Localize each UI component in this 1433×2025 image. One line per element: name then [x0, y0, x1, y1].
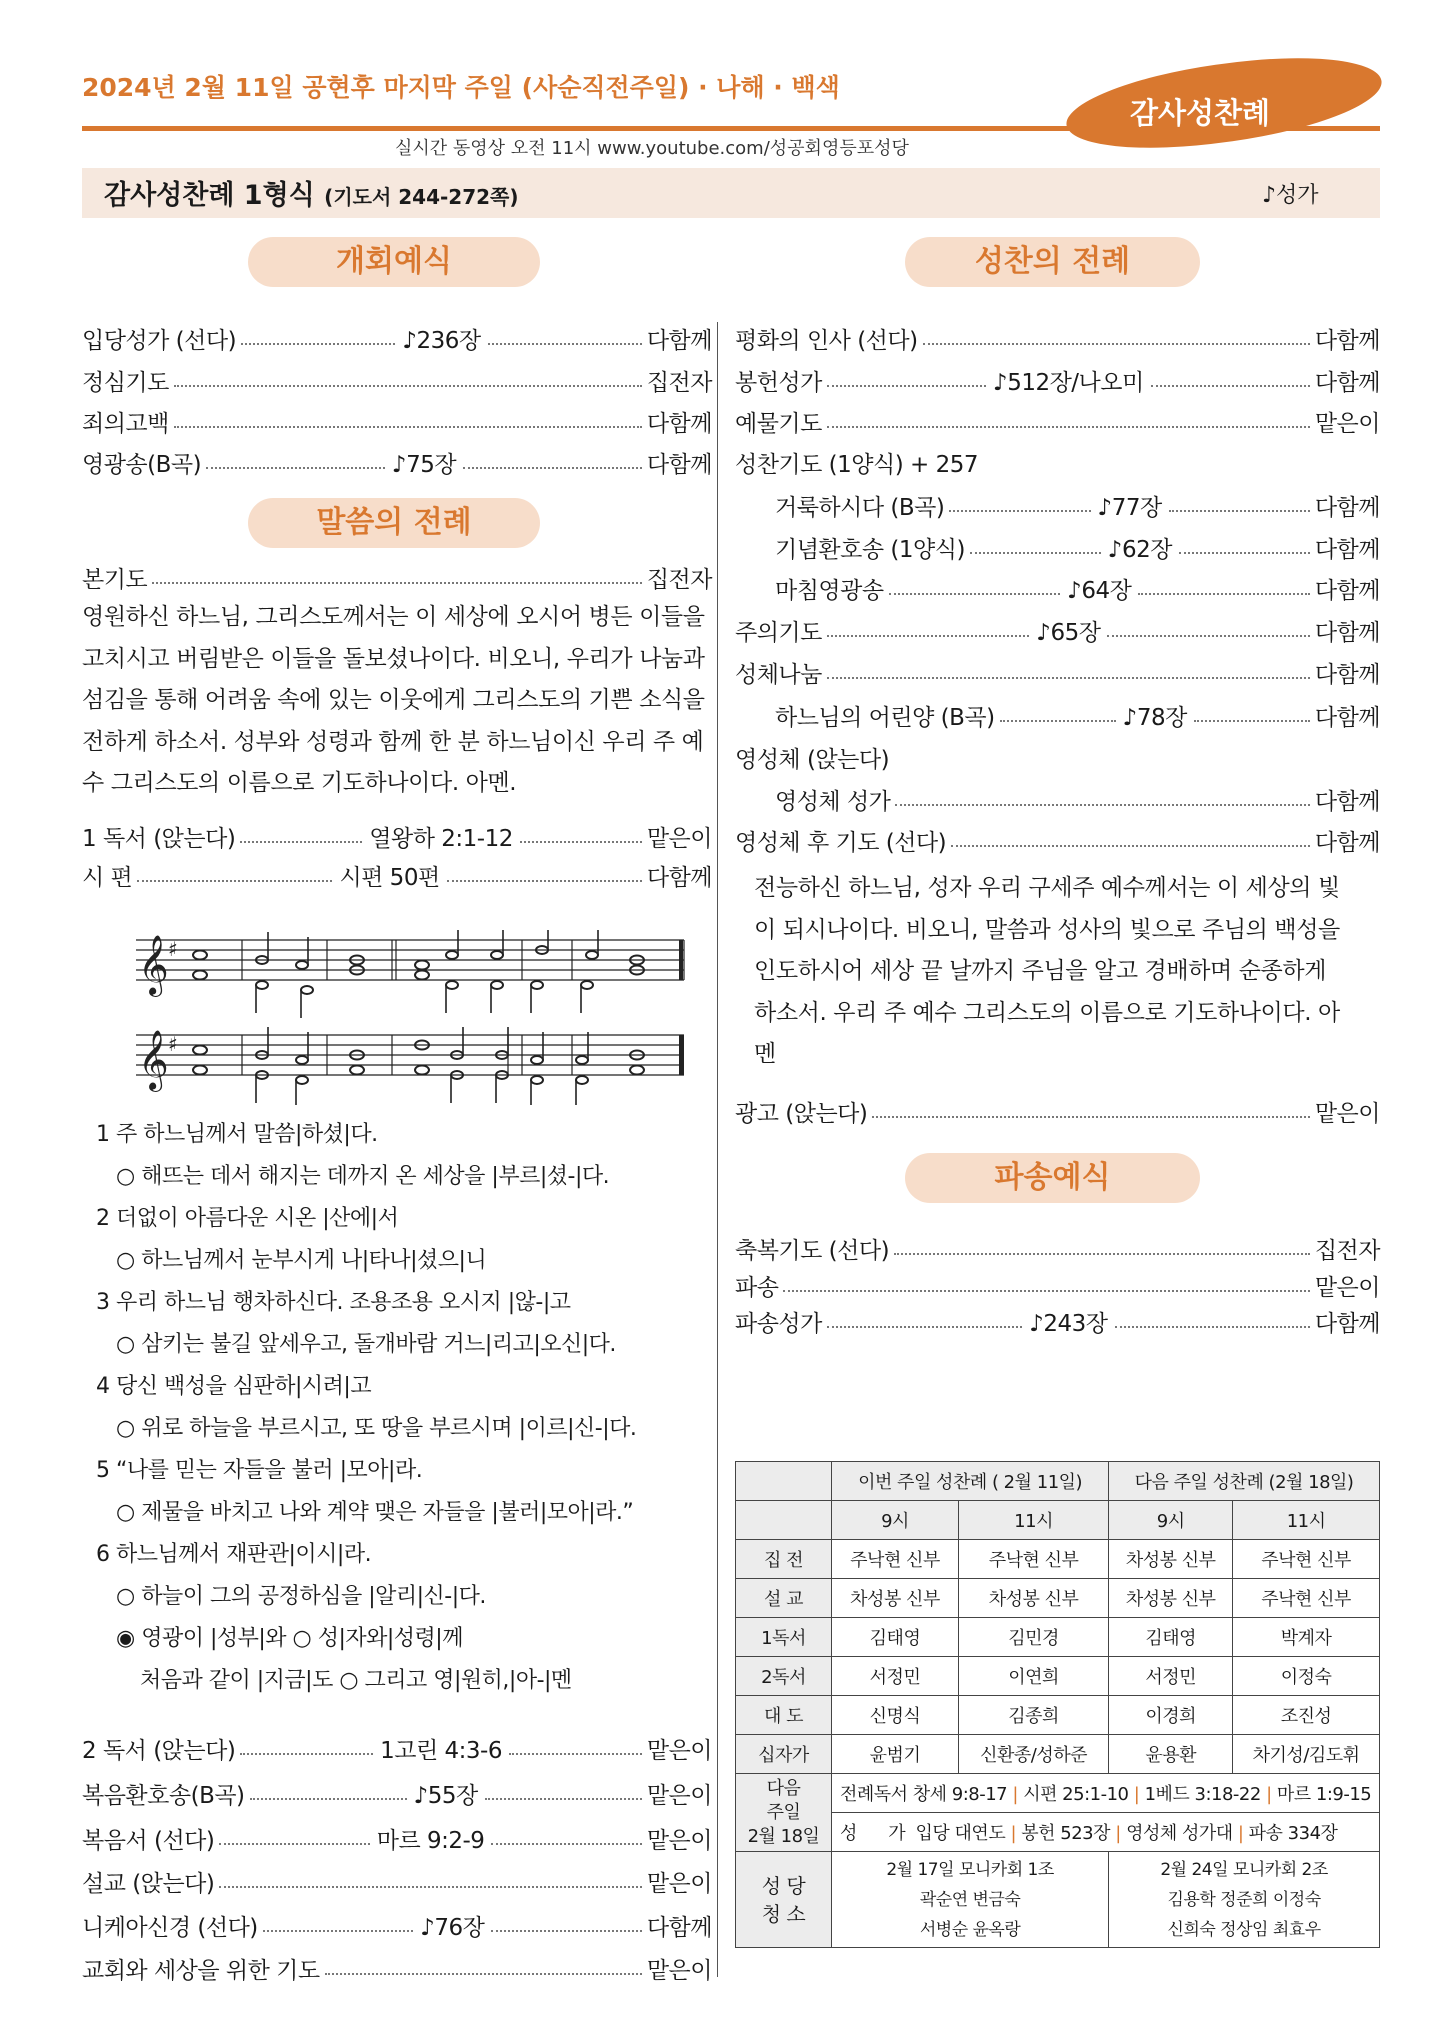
row-right: 집전자 — [1314, 1237, 1380, 1264]
row-right: 집전자 — [646, 369, 712, 396]
row-label: 본기도 — [82, 566, 148, 593]
row-label: 거룩하시다 (B곡) — [775, 494, 945, 521]
row-label: 영성체 성가 — [775, 788, 891, 815]
section-opening: 개회예식 — [248, 237, 540, 287]
row-hymn: ♪243장 — [1029, 1310, 1108, 1337]
liturgy-row — [82, 403, 712, 439]
row-right: 다함께 — [1314, 1310, 1381, 1337]
hymn-note: ♪성가 — [1262, 183, 1319, 208]
row-label: 광고 (앉는다) — [735, 1100, 868, 1127]
leader-dots — [1000, 720, 1116, 722]
schedule-row — [736, 1696, 1380, 1735]
row-label: 하느님의 어린양 (B곡) — [775, 704, 995, 731]
role-cell: 서정민 — [1109, 1657, 1233, 1696]
liturgy-row — [735, 444, 1380, 480]
row-right: 다함께 — [646, 864, 713, 891]
schedule-row — [736, 1618, 1380, 1657]
row-right: 다함께 — [1314, 829, 1380, 856]
time-corner — [736, 1501, 832, 1540]
leader-dots — [174, 385, 642, 387]
row-right: 다함께 — [646, 451, 712, 478]
row-right: 다함께 — [1314, 788, 1380, 815]
psalm-line: ○ 하느님께서 눈부시게 나|타나|셨으|니 — [116, 1248, 487, 1273]
next-hymns: 성 가 입당 대연도 | 봉헌 523장 | 영성체 성가대 | 파송 334장 — [832, 1813, 1380, 1852]
row-label: 시 편 — [82, 864, 133, 891]
row-right: 맡은이 — [646, 1737, 713, 1764]
psalm-line: ◉ 영광이 |성부|와 ○ 성|자와|성령|께 — [116, 1626, 463, 1651]
row-label: 봉헌성가 — [735, 369, 822, 396]
row-hymn: ♪76장 — [420, 1914, 485, 1941]
row-hymn: ♪64장 — [1067, 577, 1132, 604]
row-label: 1 독서 (앉는다) — [82, 825, 236, 852]
role-cell: 주낙현 신부 — [959, 1540, 1109, 1579]
row-right: 다함께 — [646, 410, 712, 437]
leader-dots — [827, 1326, 1022, 1328]
column-divider — [717, 322, 718, 1977]
schedule-table — [735, 1461, 1380, 1948]
role-label: 집 전 — [736, 1540, 832, 1579]
row-label: 정심기도 — [82, 369, 169, 396]
psalm-line: 처음과 같이 |지금|도 ○ 그리고 영|원히,|아-|멘 — [140, 1668, 572, 1693]
row-hymn: ♪75장 — [391, 451, 457, 478]
leader-dots — [951, 845, 1310, 847]
liturgy-row — [82, 857, 712, 893]
role-cell: 차성봉 신부 — [1109, 1579, 1233, 1618]
leader-dots — [447, 880, 642, 882]
role-label: 설 교 — [736, 1579, 832, 1618]
schedule-row — [736, 1735, 1380, 1774]
row-right: 맡은이 — [646, 1782, 712, 1809]
liturgy-row — [775, 781, 1380, 817]
role-label: 십자가 — [736, 1735, 832, 1774]
role-label: 2독서 — [736, 1657, 832, 1696]
row-label: 니케아신경 (선다) — [82, 1914, 258, 1941]
role-cell: 주낙현 신부 — [832, 1540, 959, 1579]
role-cell: 차기성/김도휘 — [1233, 1735, 1380, 1774]
row-right: 맡은이 — [1314, 410, 1380, 437]
clean-line: 신희숙 정상임 최효우 — [1167, 1919, 1321, 1940]
role-cell: 윤범기 — [832, 1735, 959, 1774]
reading-item: 시편 25:1-10 — [1023, 1784, 1129, 1805]
leader-dots — [1169, 510, 1310, 512]
row-hymn: 시편 50편 — [339, 864, 440, 891]
svg-text:𝄞: 𝄞 — [138, 1030, 169, 1090]
row-label: 마침영광송 — [775, 577, 884, 604]
row-right: 다함께 — [1314, 494, 1380, 521]
row-label: 성찬기도 (1양식) + 257 — [735, 451, 978, 478]
role-cell: 차성봉 신부 — [832, 1579, 959, 1618]
section-word: 말씀의 전례 — [248, 498, 540, 548]
clean-label-line: 성 당 — [761, 1873, 806, 1898]
leader-dots — [241, 343, 395, 345]
role-cell: 김민경 — [959, 1618, 1109, 1657]
leader-dots — [219, 1843, 369, 1845]
leader-dots — [970, 552, 1101, 554]
psalm-music-notation — [132, 930, 692, 1105]
postcommunion-text: 전능하신 하느님, 성자 우리 구세주 예수께서는 이 세상의 빛이 되시나이다. 비오니, 말씀과 성사의 빛으로 주님의 백성을 인도하시어 세상 끝 날까지 주님을 알고 경배하며 순종하게 하소서. 우리 주 예수 그리스도의 이름으로 기도하나이다. 아멘 — [754, 875, 1340, 1067]
row-hymn: ♪62장 — [1107, 536, 1172, 563]
time-cell: 9시 — [1109, 1501, 1233, 1540]
row-hymn: 열왕하 2:1-12 — [369, 825, 513, 852]
hymn-item: 성 가 입당 대연도 — [840, 1823, 1006, 1844]
collect-row — [82, 559, 712, 595]
role-cell: 서정민 — [832, 1657, 959, 1696]
row-label: 복음환호송(B곡) — [82, 1782, 245, 1809]
svg-text:♯: ♯ — [168, 1032, 178, 1056]
row-label: 죄의고백 — [82, 410, 169, 437]
leader-dots — [250, 1798, 407, 1800]
row-right: 다함께 — [1314, 327, 1380, 354]
liturgy-row — [82, 1730, 712, 1766]
schedule-row — [736, 1657, 1380, 1696]
liturgy-row — [775, 487, 1380, 523]
liturgy-row — [82, 320, 712, 356]
role-cell: 주낙현 신부 — [1233, 1540, 1380, 1579]
section-eucharist: 성찬의 전례 — [905, 237, 1200, 287]
clean-line: 2월 17일 모니카회 1조 — [886, 1859, 1054, 1880]
leader-dots — [219, 1886, 641, 1888]
role-cell: 차성봉 신부 — [959, 1579, 1109, 1618]
leader-dots — [1194, 720, 1310, 722]
next-readings: 전례독서 창세 9:8-17 | 시편 25:1-10 | 1베드 3:18-22 | 마르 1:9-15 — [832, 1774, 1380, 1813]
liturgy-row — [735, 612, 1380, 648]
row-label: 2 독서 (앉는다) — [82, 1737, 236, 1764]
psalm-line: 6 하느님께서 재판관|이시|라. — [96, 1542, 372, 1567]
role-label: 1독서 — [736, 1618, 832, 1657]
row-right: 다함께 — [1314, 577, 1381, 604]
liturgy-row — [82, 1820, 712, 1856]
leader-dots — [1179, 552, 1310, 554]
role-cell: 김종희 — [959, 1696, 1109, 1735]
row-hymn: 1고린 4:3-6 — [380, 1737, 502, 1764]
row-right: 다함께 — [1314, 369, 1381, 396]
liturgy-row — [735, 403, 1380, 439]
service-date: 2024년 2월 11일 공현후 마지막 주일 (사순직전주일) · 나해 · 백색 — [82, 73, 840, 102]
row-right: 다함께 — [1314, 536, 1380, 563]
liturgy-row — [735, 1093, 1380, 1129]
row-label: 영성체 후 기도 (선다) — [735, 829, 947, 856]
role-cell: 신환종/성하준 — [959, 1735, 1109, 1774]
section-sending: 파송예식 — [905, 1153, 1200, 1203]
reading-item: 마르 1:9-15 — [1276, 1784, 1372, 1805]
leader-dots — [872, 1116, 1309, 1118]
schedule-roles — [736, 1540, 1380, 1774]
leader-dots — [827, 385, 986, 387]
time-cell: 11시 — [959, 1501, 1109, 1540]
row-label: 영광송(B곡) — [82, 451, 202, 478]
leader-dots — [152, 582, 642, 584]
row-label: 평화의 인사 (선다) — [735, 327, 918, 354]
leader-dots — [491, 1843, 641, 1845]
title-text: 감사성찬례 1형식 — [104, 180, 315, 211]
psalm-line: ○ 제물을 바치고 나와 계약 맺은 자들을 |불러|모아|라.” — [116, 1500, 634, 1525]
role-cell: 이경희 — [1109, 1696, 1233, 1735]
row-label: 기념환호송 (1양식) — [775, 536, 965, 563]
title-pages: (기도서 244-272쪽) — [324, 185, 519, 209]
liturgy-row — [735, 1303, 1380, 1339]
leader-dots — [923, 343, 1310, 345]
liturgy-row — [82, 1863, 712, 1899]
next-label-line: 2월 18일 — [747, 1825, 820, 1847]
reading-item: 1베드 3:18-22 — [1144, 1784, 1261, 1805]
psalm-line: 4 당신 백성을 심판하|시려|고 — [96, 1374, 372, 1399]
row-label: 파송성가 — [735, 1310, 822, 1337]
leader-dots — [206, 467, 385, 469]
next-label-line: 주일 — [766, 1801, 801, 1823]
badge-label: 감사성찬례 — [1130, 96, 1271, 130]
leader-dots — [1107, 635, 1309, 637]
role-cell: 차성봉 신부 — [1109, 1540, 1233, 1579]
leader-dots — [520, 841, 642, 843]
row-label: 복음서 (선다) — [82, 1827, 215, 1854]
this-week-header: 이번 주일 성찬례 ( 2월 11일) — [832, 1462, 1109, 1501]
row-right: 다함께 — [1314, 619, 1381, 646]
row-label: 주의기도 — [735, 619, 822, 646]
psalm-line: ○ 삼키는 불길 앞세우고, 돌개바람 거느|리고|오신|다. — [116, 1332, 616, 1357]
leader-dots — [174, 426, 642, 428]
liturgy-row — [775, 697, 1380, 733]
clean-line: 곽순연 변금숙 — [919, 1889, 1021, 1910]
next-sunday-label — [736, 1774, 832, 1852]
row-hymn: ♪236장 — [402, 327, 481, 354]
cleaning-group-2 — [1109, 1852, 1380, 1948]
row-hymn: ♪512장/나오미 — [993, 369, 1144, 396]
liturgy-row — [82, 818, 712, 854]
cleaning-group-1 — [832, 1852, 1109, 1948]
clean-label-line: 청 소 — [761, 1901, 806, 1926]
liturgy-row — [735, 1230, 1380, 1266]
leader-dots — [137, 880, 332, 882]
row-right: 다함께 — [1314, 704, 1381, 731]
stream-info: 실시간 동영상 오전 11시 www.youtube.com/성공회영등포성당 — [395, 138, 909, 159]
leader-dots — [949, 510, 1090, 512]
leader-dots — [1151, 385, 1310, 387]
hymn-item: 파송 334장 — [1248, 1823, 1338, 1844]
row-right: 맡은이 — [1314, 1274, 1380, 1301]
role-cell: 김태영 — [1109, 1618, 1233, 1657]
liturgy-row — [775, 529, 1380, 565]
row-right: 집전자 — [646, 566, 712, 593]
liturgy-row — [82, 1950, 712, 1986]
liturgy-row — [735, 739, 1380, 775]
leader-dots — [827, 635, 1029, 637]
svg-text:♯: ♯ — [168, 937, 178, 961]
liturgy-row — [735, 320, 1380, 356]
cleaning-label — [736, 1852, 832, 1948]
role-cell: 김태영 — [832, 1618, 959, 1657]
liturgy-row — [82, 444, 712, 480]
row-label: 성체나눔 — [735, 661, 822, 688]
leader-dots — [491, 1930, 641, 1932]
row-label: 설교 (앉는다) — [82, 1870, 215, 1897]
row-label: 영성체 (앉는다) — [735, 746, 890, 773]
leader-dots — [889, 593, 1061, 595]
row-hymn: ♪65장 — [1036, 619, 1101, 646]
psalm-line: 1 주 하느님께서 말씀|하셨|다. — [96, 1122, 378, 1147]
row-right: 맡은이 — [646, 825, 712, 852]
psalm-line: 5 “나를 믿는 자들을 불러 |모아|라. — [96, 1458, 423, 1483]
liturgy-row — [735, 654, 1380, 690]
row-hymn: 마르 9:2-9 — [376, 1827, 485, 1854]
psalm-line: ○ 해뜨는 데서 해지는 데까지 온 세상을 |부르|셨-|다. — [116, 1164, 610, 1189]
next-week-header: 다음 주일 성찬례 (2월 18일) — [1109, 1462, 1380, 1501]
liturgy-row — [735, 822, 1380, 858]
liturgy-row — [82, 1907, 712, 1943]
leader-dots — [894, 1253, 1310, 1255]
leader-dots — [488, 343, 642, 345]
leader-dots — [240, 841, 362, 843]
role-cell: 주낙현 신부 — [1233, 1579, 1380, 1618]
row-right: 다함께 — [646, 1914, 712, 1941]
row-hymn: ♪77장 — [1097, 494, 1162, 521]
schedule-row — [736, 1540, 1380, 1579]
role-cell: 박계자 — [1233, 1618, 1380, 1657]
liturgy-row — [775, 570, 1380, 606]
role-cell: 이연희 — [959, 1657, 1109, 1696]
row-label: 파송 — [735, 1274, 779, 1301]
clean-line: 2월 24일 모니카회 2조 — [1160, 1859, 1328, 1880]
page-title — [104, 173, 519, 212]
leader-dots — [827, 426, 1310, 428]
schedule-corner — [736, 1462, 832, 1501]
row-label: 교회와 세상을 위한 기도 — [82, 1957, 320, 1984]
time-cell: 9시 — [832, 1501, 959, 1540]
leader-dots — [895, 804, 1309, 806]
row-hymn: ♪55장 — [413, 1782, 478, 1809]
row-right: 다함께 — [646, 327, 712, 354]
leader-dots — [827, 677, 1310, 679]
leader-dots — [783, 1290, 1309, 1292]
clean-line: 서병순 윤옥랑 — [919, 1919, 1021, 1940]
role-cell: 조진성 — [1233, 1696, 1380, 1735]
leader-dots — [240, 1753, 373, 1755]
psalm-line: 3 우리 하느님 행차하신다. 조용조용 오시지 |않-|고 — [96, 1290, 571, 1315]
liturgy-row — [735, 362, 1380, 398]
leader-dots — [263, 1930, 413, 1932]
hymn-item: 영성체 성가대 — [1126, 1823, 1233, 1844]
row-label: 예물기도 — [735, 410, 822, 437]
leader-dots — [1115, 1326, 1310, 1328]
svg-text:𝄞: 𝄞 — [138, 935, 169, 995]
collect-text: 영원하신 하느님, 그리스도께서는 이 세상에 오시어 병든 이들을 고치시고 버림받은 이들을 돌보셨나이다. 비오니, 우리가 나눔과 섬김을 통해 어려움 속에 있는 이웃에게 그리스도의 기쁜 소식을 전하게 하소서. 성부와 성령과 함께 한 분 하느님이신 우리 주 예수 그리스도의 이름으로 기도하나이다. 아멘. — [82, 604, 705, 796]
role-cell: 윤용환 — [1109, 1735, 1233, 1774]
row-right: 다함께 — [1314, 661, 1380, 688]
leader-dots — [463, 467, 642, 469]
leader-dots — [509, 1753, 642, 1755]
row-right: 맡은이 — [1314, 1100, 1380, 1127]
row-right: 맡은이 — [646, 1827, 712, 1854]
schedule-row — [736, 1579, 1380, 1618]
row-label: 축복기도 (선다) — [735, 1237, 890, 1264]
liturgy-row — [735, 1267, 1380, 1303]
liturgy-row — [82, 1775, 712, 1811]
role-cell: 이정숙 — [1233, 1657, 1380, 1696]
row-right: 맡은이 — [646, 1957, 712, 1984]
liturgy-row — [82, 362, 712, 398]
hymn-item: 봉헌 523장 — [1021, 1823, 1111, 1844]
leader-dots — [1138, 593, 1310, 595]
leader-dots — [485, 1798, 642, 1800]
psalm-line: ○ 위로 하늘을 부르시고, 또 땅을 부르시며 |이르|신-|다. — [116, 1416, 637, 1441]
reading-item: 전례독서 창세 9:8-17 — [840, 1784, 1008, 1805]
leader-dots — [325, 1973, 642, 1975]
next-label-line: 다음 — [766, 1777, 801, 1799]
psalm-line: 2 더없이 아름다운 시온 |산에|서 — [96, 1206, 399, 1231]
role-cell: 신명식 — [832, 1696, 959, 1735]
row-hymn: ♪78장 — [1122, 704, 1187, 731]
clean-line: 김용학 정준희 이정숙 — [1167, 1889, 1321, 1910]
row-right: 맡은이 — [646, 1870, 712, 1897]
time-cell: 11시 — [1233, 1501, 1380, 1540]
row-label: 입당성가 (선다) — [82, 327, 237, 354]
psalm-line: ○ 하늘이 그의 공정하심을 |알리|신-|다. — [116, 1584, 486, 1609]
role-label: 대 도 — [736, 1696, 832, 1735]
